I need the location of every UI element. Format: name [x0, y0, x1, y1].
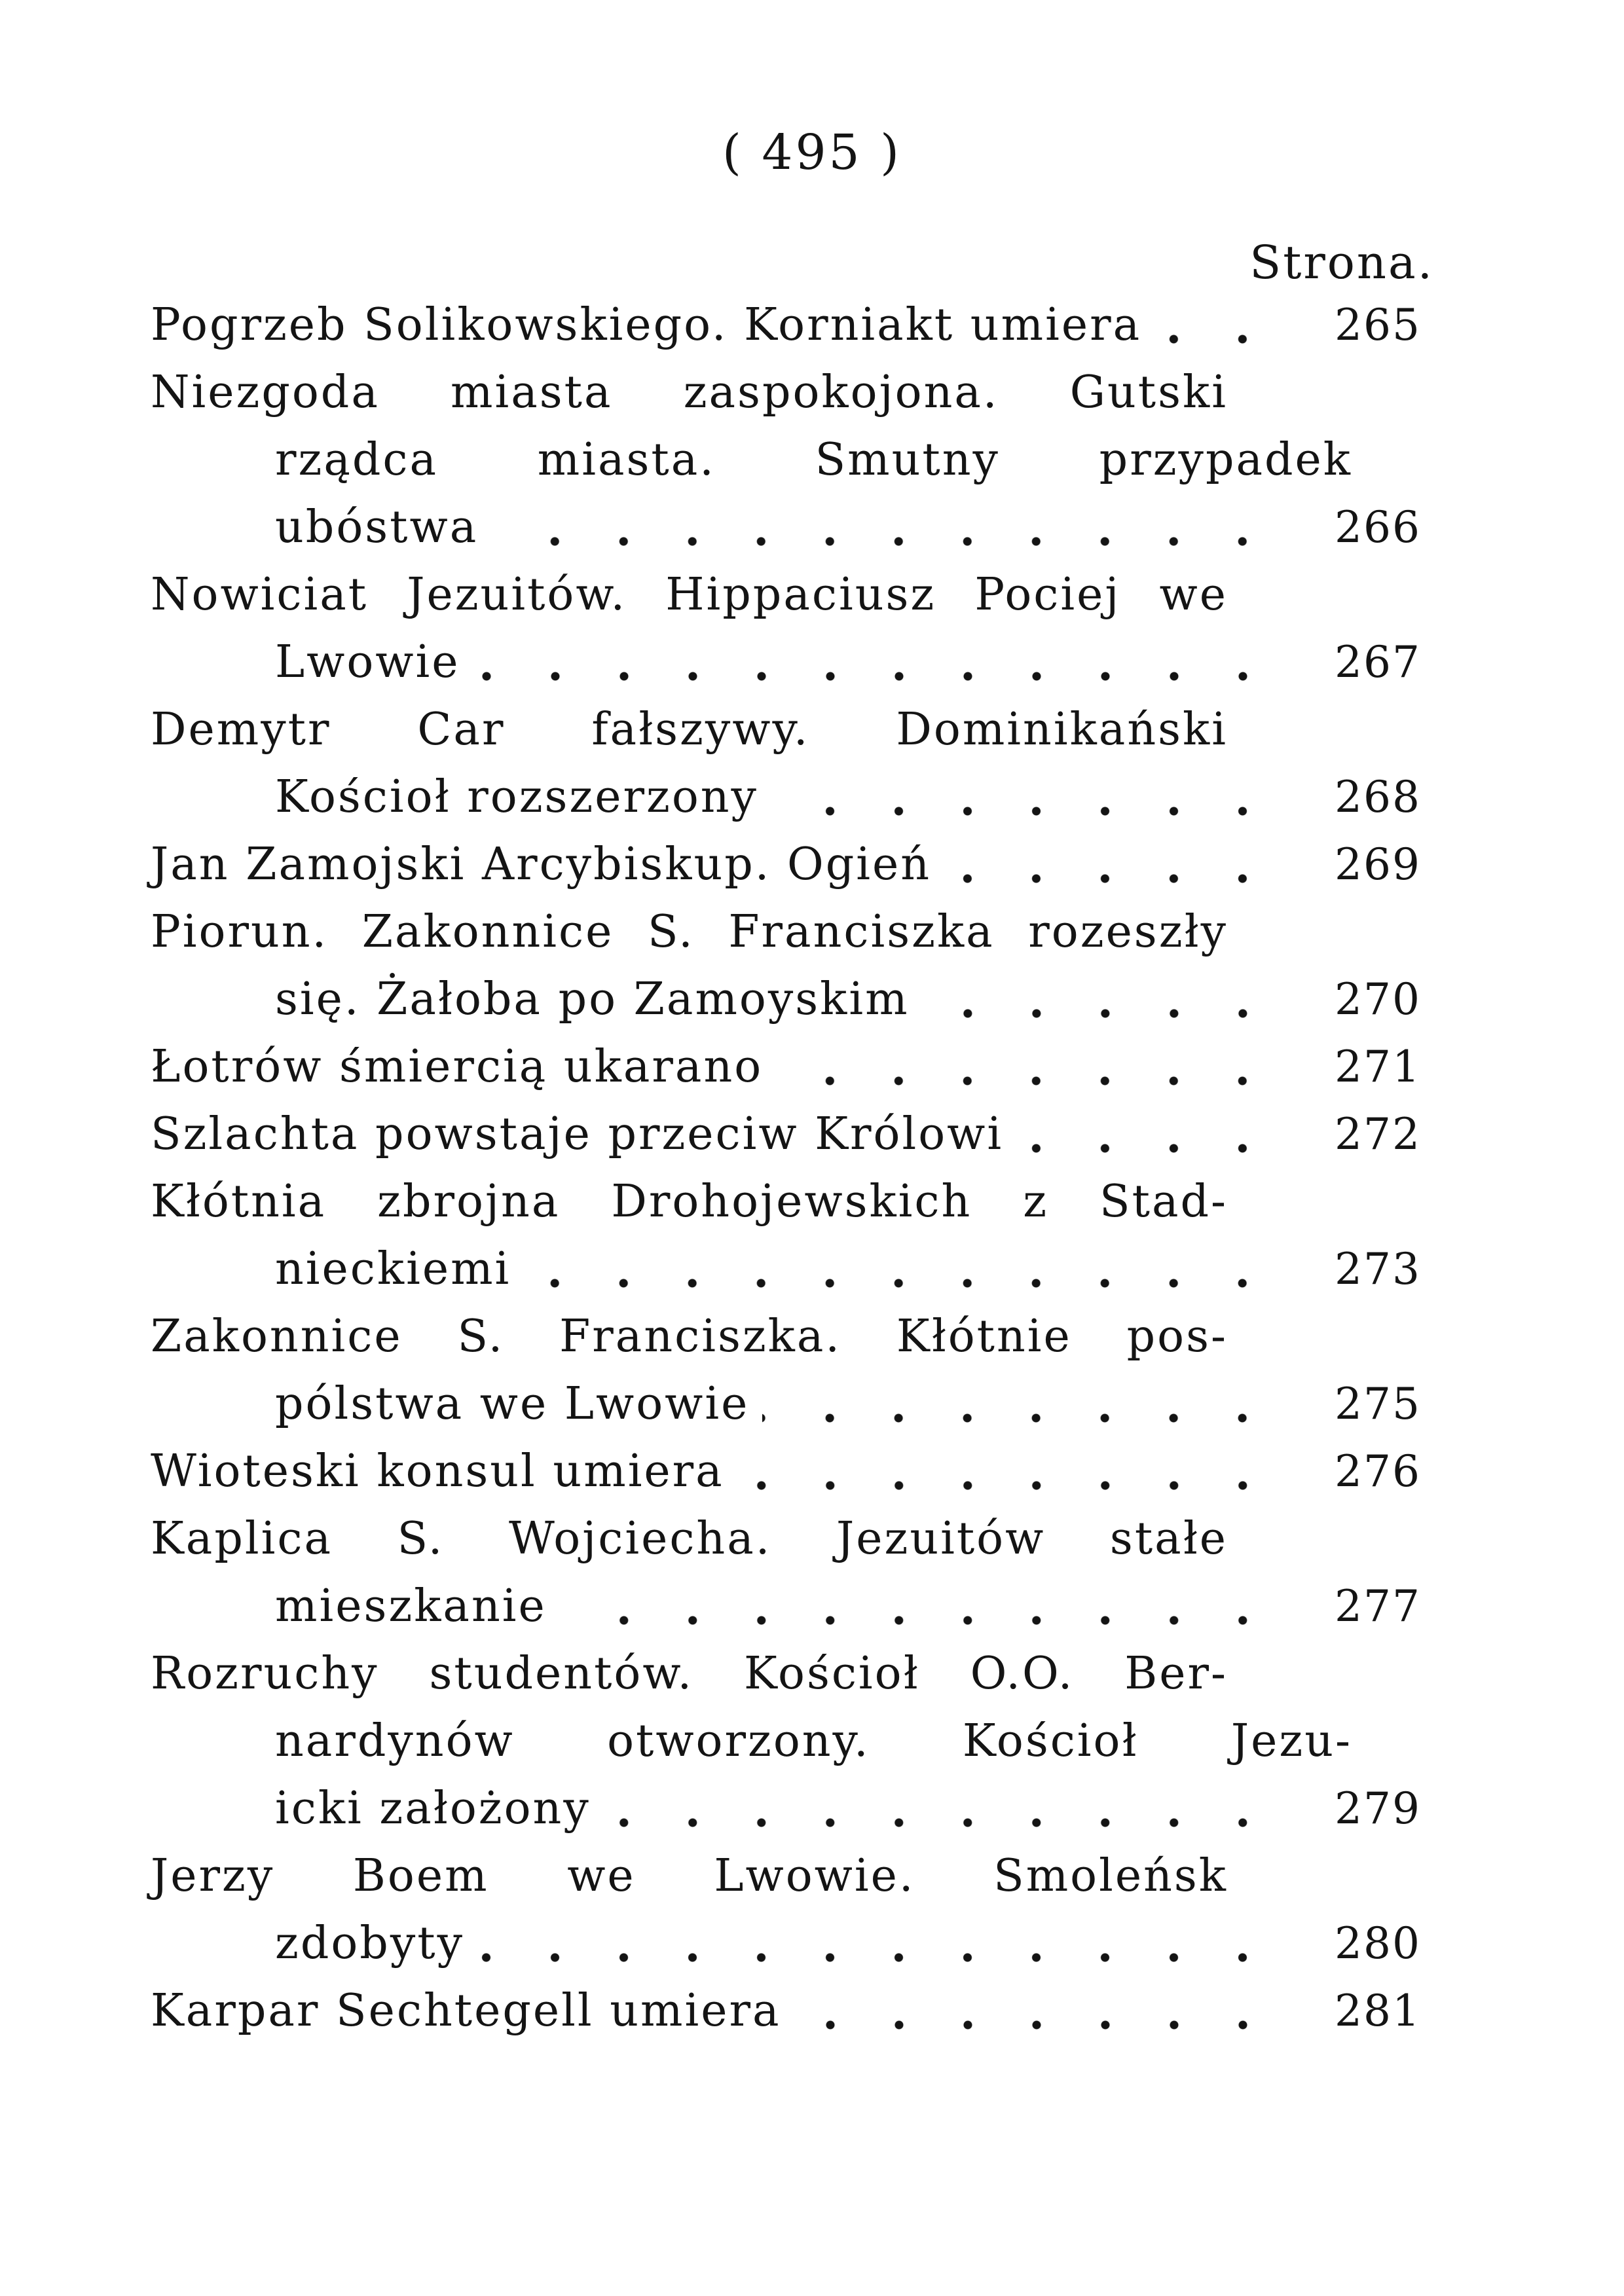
page-column-label: Strona.: [1249, 236, 1434, 289]
toc-entry: [151, 1977, 1421, 2045]
toc-entry-line: [151, 629, 1421, 696]
toc-entry-text: Jan Zamojski Arcybiskup. Ogień: [151, 839, 932, 890]
toc-entry: [151, 1842, 1421, 1977]
toc-entry: [151, 1033, 1421, 1101]
toc-entry-text: Kłótnia zbrojna Drohojewskich z Stad-: [151, 1176, 1228, 1228]
toc-entry-line: [151, 1438, 1421, 1505]
toc-entry-line: [151, 426, 1421, 494]
dot-leader: [776, 1033, 1277, 1101]
dot-leader: [771, 763, 1277, 831]
toc-entry-text: Rozruchy studentów. Kościoł O.O. Ber-: [151, 1648, 1228, 1700]
toc-entry-line: [151, 561, 1421, 629]
toc-entry-line: [151, 1842, 1421, 1910]
toc-entry-line: [151, 1303, 1421, 1370]
toc-entry-line: [151, 831, 1421, 898]
toc-entry-line: [151, 359, 1421, 426]
toc-entry-text: Demytr Car fałszywy. Dominikański: [151, 704, 1228, 756]
toc-entry-text: nieckiemi: [275, 1243, 511, 1295]
dot-leader: [560, 1573, 1277, 1640]
toc-entry: [151, 1101, 1421, 1168]
toc-entry: [151, 1640, 1421, 1842]
dot-leader: [923, 966, 1277, 1033]
toc-entry-text: Niezgoda miasta zaspokojona. Gutski: [151, 367, 1228, 418]
dot-leader: [524, 1235, 1277, 1303]
toc-entry-text: Nowiciat Jezuitów. Hippaciusz Pociej we: [151, 569, 1228, 621]
toc-entry-text: Pogrzeb Solikowskiego. Korniakt umiera: [151, 299, 1142, 351]
dot-leader: [604, 1775, 1277, 1842]
toc-page-number: 267: [1335, 637, 1421, 687]
toc-entry-text: Łotrów śmiercią ukarano: [151, 1041, 764, 1093]
toc-entry-text: zdobyty: [275, 1918, 464, 1969]
toc-page-number: 281: [1335, 1986, 1421, 2036]
toc-entry-line: [151, 1505, 1421, 1573]
dot-leader: [794, 1977, 1277, 2045]
dot-leader: [473, 629, 1278, 696]
toc-entry-text: Wioteski konsul umiera: [151, 1446, 724, 1497]
toc-entry-line: [151, 1640, 1421, 1707]
toc-entry-text: Szlachta powstaje przeciw Królowi: [151, 1108, 1004, 1160]
toc-page-number: 269: [1335, 839, 1421, 890]
toc-page-number: 277: [1335, 1581, 1421, 1631]
toc-entry-text: Kaplica S. Wojciecha. Jezuitów stałe: [151, 1513, 1228, 1565]
toc-page-number: 265: [1335, 300, 1421, 350]
toc-entry-text: nardynów otworzony. Kościoł Jezu-: [275, 1715, 1352, 1767]
toc-page-number: 280: [1335, 1918, 1421, 1969]
toc-page-number: 271: [1335, 1042, 1421, 1092]
toc-entry: [151, 831, 1421, 898]
toc-entry: [151, 1438, 1421, 1505]
toc-entry-text: się. Żałoba po Zamoyskim: [275, 974, 910, 1025]
toc-entry-line: [151, 291, 1421, 359]
toc-entry-line: [151, 1370, 1421, 1438]
toc-entry: [151, 359, 1421, 561]
toc-entry-line: [151, 1977, 1421, 2045]
toc-entry-text: Lwowie: [275, 636, 460, 688]
toc-page-number: 266: [1335, 502, 1421, 553]
toc-entry-line: [151, 763, 1421, 831]
toc-entry-line: [151, 494, 1421, 561]
toc-page-number: 279: [1335, 1783, 1421, 1834]
dot-leader: [1016, 1101, 1277, 1168]
toc-entry: [151, 1505, 1421, 1640]
toc-entry: [151, 561, 1421, 696]
toc-page-number: 272: [1335, 1109, 1421, 1159]
toc-entry-line: [151, 696, 1421, 763]
toc-entry-text: rządca miasta. Smutny przypadek: [275, 434, 1352, 486]
dot-leader: [491, 494, 1277, 561]
toc-entry-text: Jerzy Boem we Lwowie. Smoleńsk: [151, 1850, 1228, 1902]
toc-entry-line: [151, 1910, 1421, 1977]
dot-leader: [762, 1370, 1277, 1438]
toc-entry-text: icki założony: [275, 1783, 591, 1834]
toc-entry-line: [151, 1168, 1421, 1235]
toc-page-number: 270: [1335, 974, 1421, 1025]
toc-entry-line: [151, 1101, 1421, 1168]
dot-leader: [737, 1438, 1277, 1505]
toc-entry-text: Karpar Sechtegell umiera: [151, 1985, 781, 2037]
toc-entry-line: [151, 1573, 1421, 1640]
toc-entry-text: Zakonnice S. Franciszka. Kłótnie pos-: [151, 1311, 1228, 1362]
toc-entry: [151, 1303, 1421, 1438]
toc-entry-line: [151, 1775, 1421, 1842]
toc-page-number: 268: [1335, 772, 1421, 822]
dot-leader: [1154, 291, 1277, 359]
toc-page-number: 276: [1335, 1446, 1421, 1497]
toc-entry-text: Kościoł rozszerzony: [275, 771, 758, 823]
toc-entry-text: mieszkanie: [275, 1580, 547, 1632]
toc-entry-text: ubóstwa: [275, 501, 479, 553]
toc-entry: [151, 898, 1421, 1033]
toc-entry: [151, 291, 1421, 359]
toc-entry-line: [151, 1033, 1421, 1101]
toc-entry-text: Piorun. Zakonnice S. Franciszka rozeszły: [151, 906, 1228, 958]
toc-entry: [151, 696, 1421, 831]
toc-entry-text: pólstwa we Lwowie: [275, 1378, 750, 1430]
dot-leader: [477, 1910, 1277, 1977]
toc-page-number: 275: [1335, 1379, 1421, 1429]
page-number-header: ( 495 ): [722, 124, 902, 181]
toc-entry-line: [151, 1235, 1421, 1303]
table-of-contents: [151, 291, 1421, 2045]
toc-entry-line: [151, 898, 1421, 966]
toc-entry: [151, 1168, 1421, 1303]
toc-entry-line: [151, 1707, 1421, 1775]
dot-leader: [944, 831, 1277, 898]
toc-page-number: 273: [1335, 1244, 1421, 1294]
toc-entry-line: [151, 966, 1421, 1033]
